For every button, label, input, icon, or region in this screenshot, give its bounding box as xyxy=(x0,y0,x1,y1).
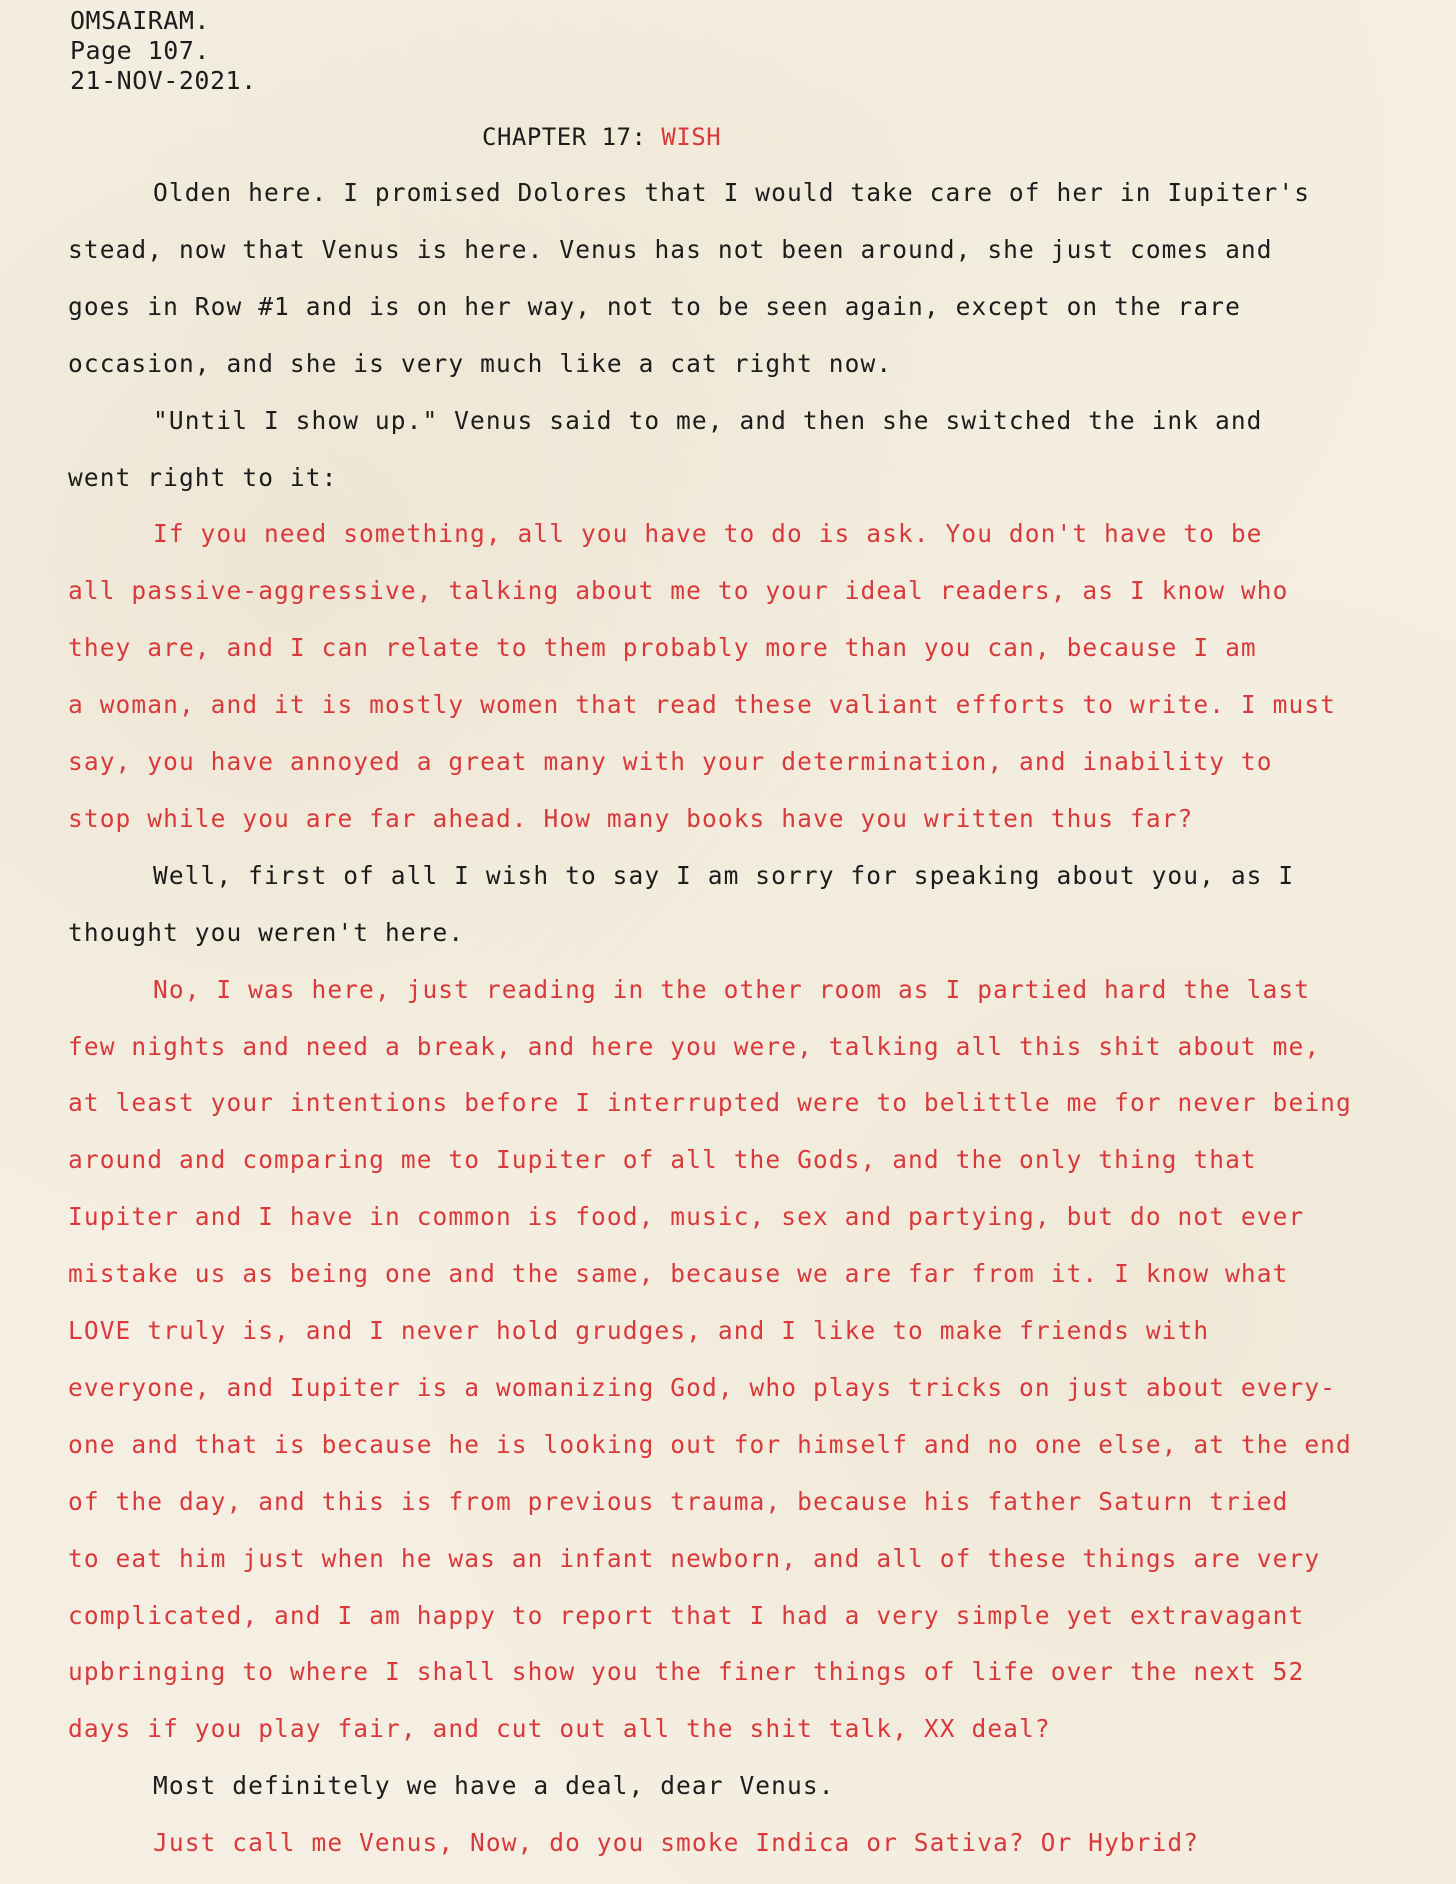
text-line: days if you play fair, and cut out all the shit talk, XX deal? xyxy=(68,1714,1051,1744)
text-line: thought you weren't here. xyxy=(68,917,465,947)
chapter-number: CHAPTER 17: xyxy=(482,123,647,151)
text-line: say, you have annoyed a great many with your determination, and inability to xyxy=(68,747,1273,776)
text-line: upbringing to where I shall show you the finer things of life over the next 52 xyxy=(68,1657,1305,1687)
text-line: one and that is because he is looking out for himself and no one else, at the end xyxy=(68,1429,1352,1459)
text-line: mistake us as being one and the same, because we are far from it. I know what xyxy=(68,1259,1289,1289)
text-line: LOVE truly is, and I never hold grudges, and I like to make friends with xyxy=(68,1316,1210,1345)
text-line: a woman, and it is mostly women that read these valiant efforts to write. I must xyxy=(68,690,1337,720)
chapter-heading xyxy=(482,122,721,152)
text-line: they are, and I can relate to them probably more than you can, because I am xyxy=(68,633,1257,663)
text-line: "Until I show up." Venus said to me, and then she switched the ink and xyxy=(153,405,1263,435)
text-line: few nights and need a break, and here you were, talking all this shit about me, xyxy=(68,1031,1321,1061)
text-line: Most definitely we have a deal, dear Venus. xyxy=(153,1771,835,1801)
page-header xyxy=(70,6,257,96)
text-line: No, I was here, just reading in the other room as I partied hard the last xyxy=(153,974,1311,1004)
header-page-number: Page 107. xyxy=(70,36,210,65)
text-line: occasion, and she is very much like a cat right now. xyxy=(68,348,893,378)
text-line: to eat him just when he was an infant newborn, and all of these things are very xyxy=(68,1543,1321,1573)
text-line: stop while you are far ahead. How many books have you written thus far? xyxy=(68,803,1194,833)
text-line: complicated, and I am happy to report that I had a very simple yet extravagant xyxy=(68,1600,1305,1630)
text-line: went right to it: xyxy=(68,462,338,492)
chapter-title: WISH xyxy=(661,123,722,151)
text-line: Iupiter and I have in common is food, music, sex and partying, but do not ever xyxy=(68,1202,1305,1232)
header-omsairam: OMSAIRAM. xyxy=(70,6,210,35)
text-line: all passive-aggressive, talking about me to your ideal readers, as I know who xyxy=(68,576,1289,606)
text-line: at least your intentions before I interrupted were to belittle me for never being xyxy=(68,1088,1352,1118)
header-date: 21-NOV-2021. xyxy=(70,66,257,95)
text-line: If you need something, all you have to do is ask. You don't have to be xyxy=(153,519,1263,549)
text-line: of the day, and this is from previous trauma, because his father Saturn tried xyxy=(68,1486,1289,1516)
text-line: Olden here. I promised Dolores that I would take care of her in Iupiter's xyxy=(153,178,1311,207)
text-line: Just call me Venus, Now, do you smoke Indica or Sativa? Or Hybrid? xyxy=(153,1828,1200,1858)
text-line: Well, first of all I wish to say I am sorry for speaking about you, as I xyxy=(153,860,1295,890)
text-line: everyone, and Iupiter is a womanizing God, who plays tricks on just about every- xyxy=(68,1372,1337,1402)
text-line: around and comparing me to Iupiter of all the Gods, and the only thing that xyxy=(68,1145,1257,1175)
text-line: stead, now that Venus is here. Venus has not been around, she just comes and xyxy=(68,234,1273,264)
text-line: goes in Row #1 and is on her way, not to be seen again, except on the rare xyxy=(68,291,1241,321)
